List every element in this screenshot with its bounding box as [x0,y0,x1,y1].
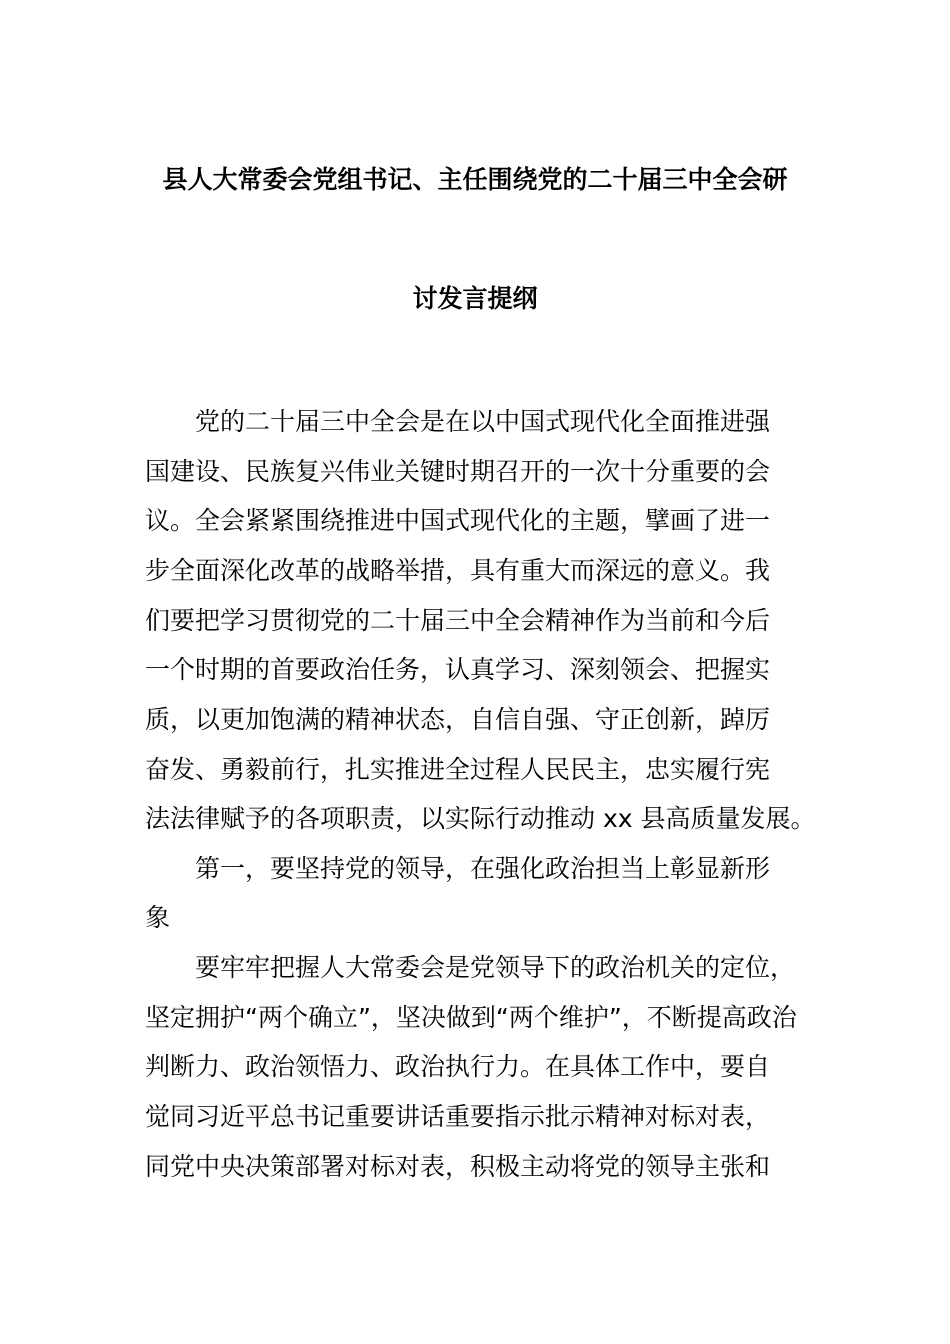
body-text-line: 一个时期的首要政治任务，认真学习、深刻领会、把握实 [145,655,771,684]
body-text-line: 质，以更加饱满的精神状态，自信自强、守正创新，踔厉 [145,705,771,734]
body-text-line: 议。全会紧紧围绕推进中国式现代化的主题，擘画了进一 [145,506,771,535]
body-text-line: 法法律赋予的各项职责，以实际行动推动 xx 县高质量发展。 [145,804,816,833]
body-text-line: 觉同习近平总书记重要讲话重要指示批示精神对标对表， [145,1102,771,1131]
document-title-line-1: 县人大常委会党组书记、主任围绕党的二十届三中全会研 [162,165,788,194]
body-text-line: 判断力、政治领悟力、政治执行力。在具体工作中，要自 [145,1052,771,1081]
document-title-line-2: 讨发言提纲 [412,284,538,313]
section-heading-line: 第一，要坚持党的领导，在强化政治担当上彰显新形 [195,854,771,883]
body-text-line: 同党中央决策部署对标对表，积极主动将党的领导主张和 [145,1152,771,1181]
body-text-line: 国建设、民族复兴伟业关键时期召开的一次十分重要的会 [145,457,771,486]
body-text-line: 坚定拥护“两个确立”，坚决做到“两个维护”，不断提高政治 [145,1003,797,1032]
body-text-line: 步全面深化改革的战略举措，具有重大而深远的意义。我 [145,556,771,585]
body-text-line: 要牢牢把握人大常委会是党领导下的政治机关的定位， [195,953,796,982]
body-text-line: 奋发、勇毅前行，扎实推进全过程人民民主，忠实履行宪 [145,755,771,784]
section-heading-line: 象 [145,903,171,932]
body-text-line: 党的二十届三中全会是在以中国式现代化全面推进强 [195,407,771,436]
body-text-line: 们要把学习贯彻党的二十届三中全会精神作为当前和今后 [145,606,771,635]
